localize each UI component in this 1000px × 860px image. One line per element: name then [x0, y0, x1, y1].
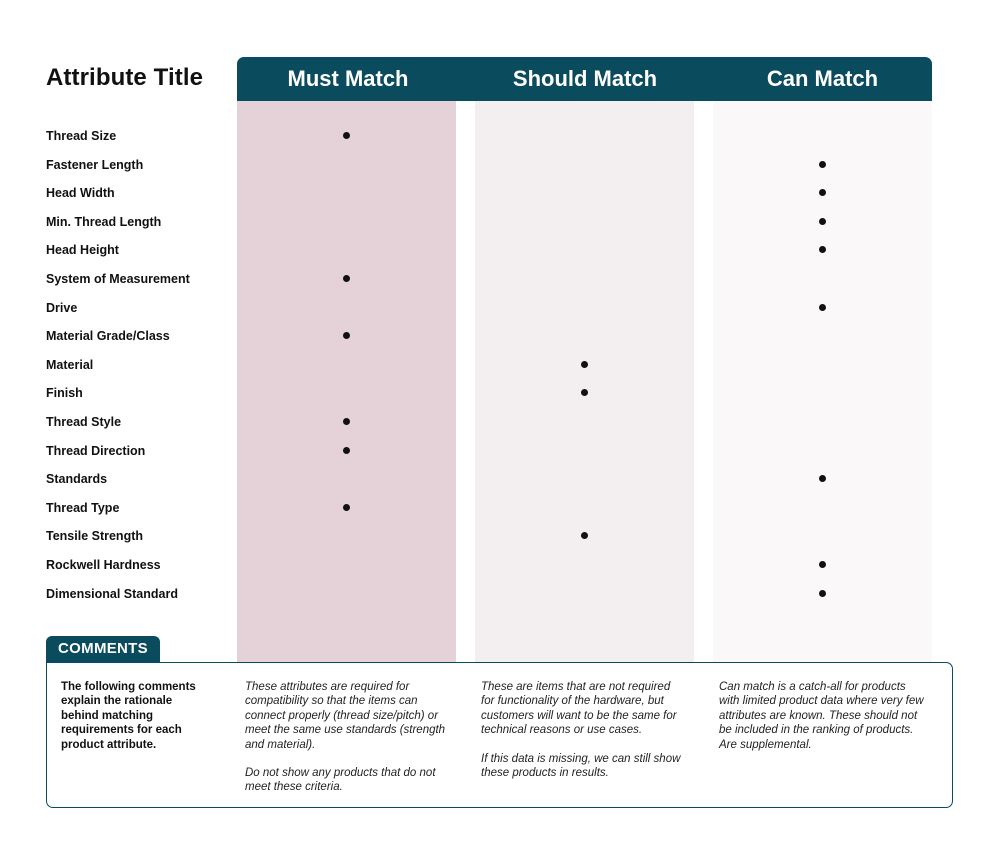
can-match-header: Can Match: [766, 66, 879, 91]
should-match-dot: [581, 361, 588, 368]
should-match-dot: [581, 389, 588, 396]
column-header-bar: [237, 57, 932, 101]
can-match-dot: [819, 161, 826, 168]
attribute-label: Rockwell Hardness: [46, 558, 161, 572]
must-comment-p1: These attributes are required for compatibility so that the items can connect properly (thread size/pitch) or meet the same use standards (strength and material).: [245, 681, 446, 751]
attribute-label: Thread Direction: [46, 443, 146, 458]
attribute-row: [46, 551, 946, 579]
must-match-dot: [343, 447, 350, 454]
can-match-dot: [819, 475, 826, 482]
attribute-title-heading: Attribute Title: [46, 64, 204, 91]
attribute-row: [46, 122, 946, 150]
should-comment-p1: These are items that are not required for functionality of the hardware, but customers will want to be the same for technical reasons or use cases.: [481, 681, 677, 737]
comments-tab: COMMENTS: [46, 636, 160, 663]
attribute-row: [46, 322, 946, 350]
must-match-dot: [343, 132, 350, 139]
should-match-comment: [481, 680, 686, 794]
attribute-row: [46, 408, 946, 436]
attribute-row: [46, 179, 946, 207]
must-match-comment: [245, 680, 450, 809]
attribute-label: System of Measurement: [46, 272, 190, 286]
attribute-row: [46, 236, 946, 264]
attribute-row: [46, 437, 946, 465]
attribute-row: [46, 351, 946, 379]
can-match-dot: [819, 304, 826, 311]
attribute-label: Thread Type: [46, 500, 120, 515]
must-match-dot: [343, 504, 350, 511]
must-match-dot: [343, 418, 350, 425]
attribute-label: Head Height: [46, 243, 119, 258]
can-match-dot: [819, 246, 826, 253]
attribute-label: Finish: [46, 386, 83, 401]
attribute-label: Min. Thread Length: [46, 214, 162, 229]
attribute-label: Material: [46, 357, 94, 372]
must-comment-p2: Do not show any products that do not meet these criteria.: [245, 767, 436, 794]
attribute-row: [46, 379, 946, 407]
can-match-dot: [819, 561, 826, 568]
attribute-row: [46, 294, 946, 322]
attribute-label: Thread Style: [46, 415, 122, 429]
can-match-dot: [819, 590, 826, 597]
must-match-dot: [343, 332, 350, 339]
can-match-dot: [819, 218, 826, 225]
attribute-label: Standards: [46, 472, 108, 487]
attribute-label: Material Grade/Class: [46, 329, 170, 344]
attribute-label: Drive: [46, 300, 78, 315]
attribute-row: [46, 494, 946, 522]
attribute-row: [46, 522, 946, 550]
must-match-header: Must Match: [287, 66, 409, 91]
attribute-label: Tensile Strength: [46, 529, 144, 544]
can-match-dot: [819, 189, 826, 196]
attribute-label: Dimensional Standard: [46, 586, 178, 601]
should-match-dot: [581, 532, 588, 539]
attribute-row: [46, 580, 946, 608]
comments-box: [46, 662, 953, 808]
can-match-comment: [719, 680, 929, 766]
should-comment-p2: If this data is missing, we can still show these products in results.: [481, 752, 681, 780]
comments-intro: The following comments explain the rationale behind matching requirements for each product attribute.: [61, 681, 196, 751]
attribute-row: [46, 208, 946, 236]
attribute-row: [46, 265, 946, 293]
attribute-row: [46, 151, 946, 179]
should-match-header: Should Match: [512, 66, 658, 91]
must-match-dot: [343, 275, 350, 282]
attribute-row: [46, 465, 946, 493]
can-comment-p1: Can match is a catch-all for products with limited product data where very few attributes are known. These should not be included in the ranking of products. Are supplemental.: [719, 681, 924, 751]
attribute-label: Fastener Length: [46, 157, 144, 172]
attribute-label: Thread Size: [46, 129, 117, 143]
attribute-label: Head Width: [46, 186, 115, 201]
